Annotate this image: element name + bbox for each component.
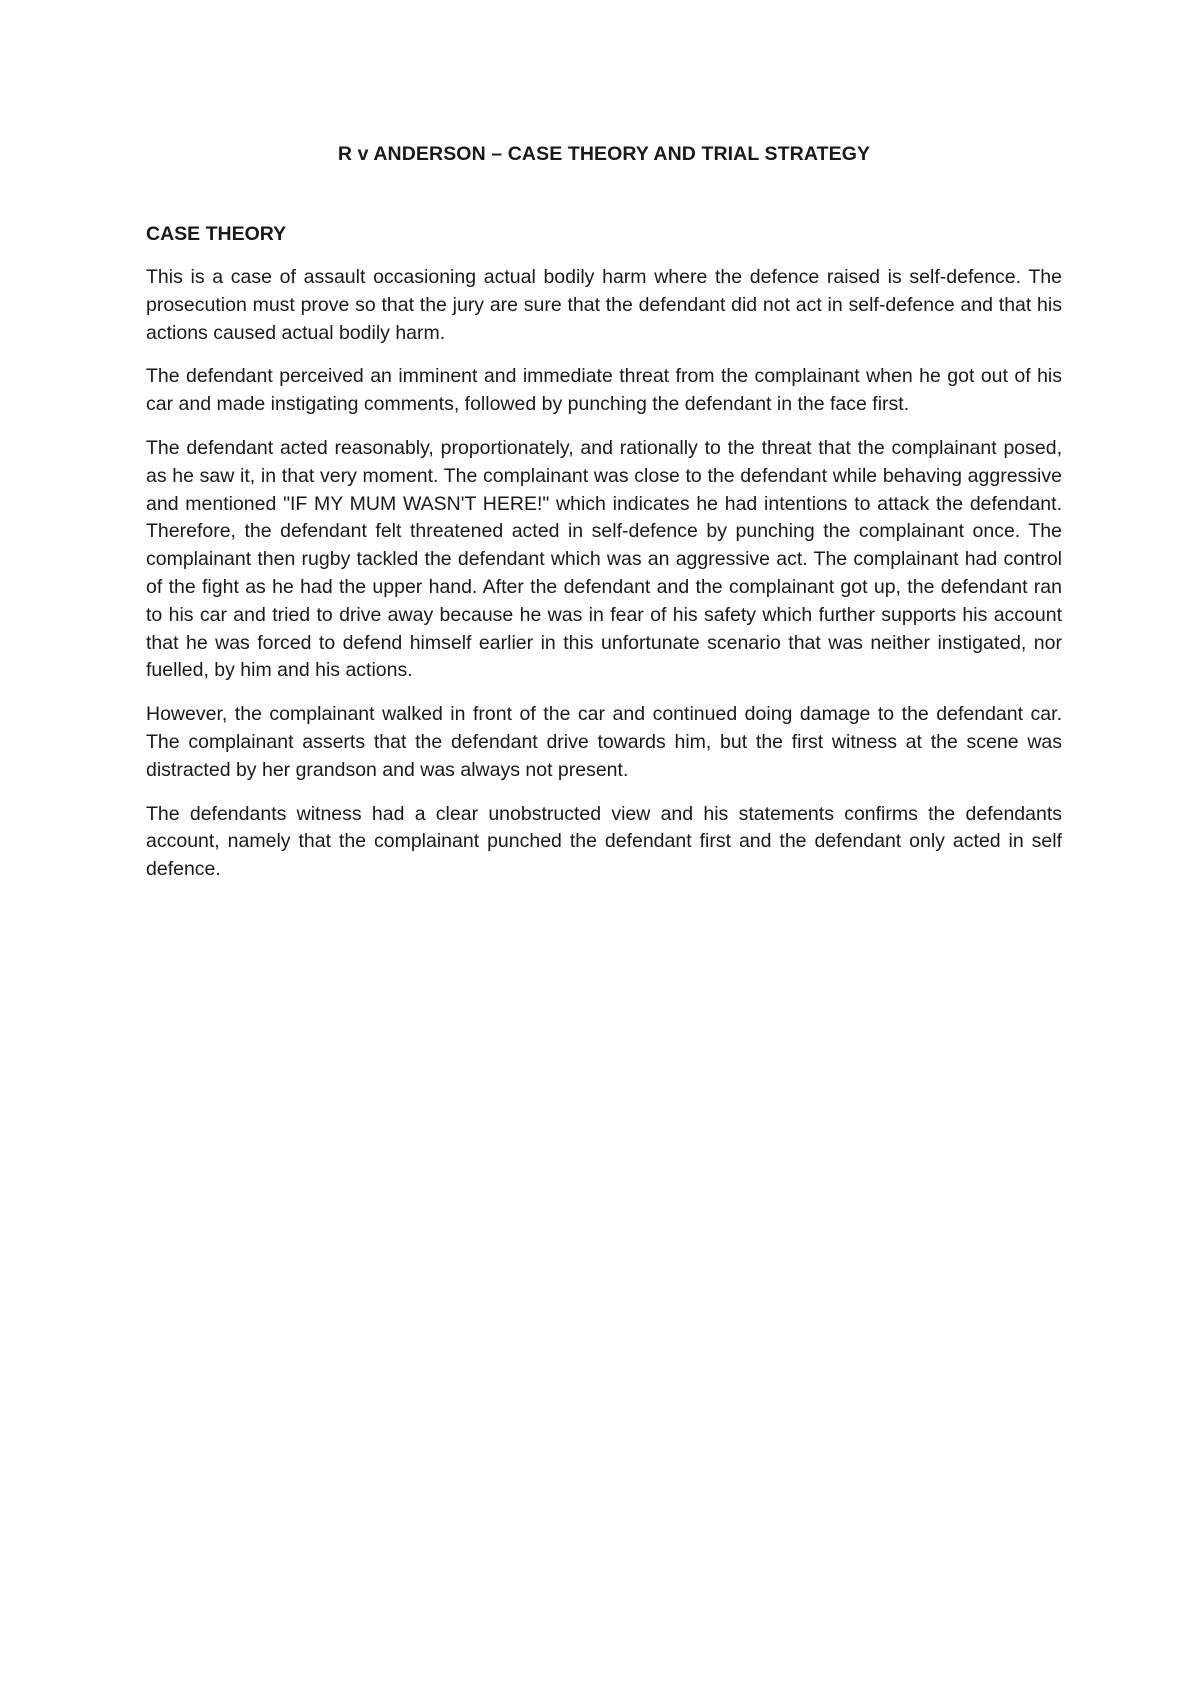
- section-heading-case-theory: CASE THEORY: [146, 223, 287, 245]
- paragraph-2: The defendant perceived an imminent and immediate threat from the complainant when he got out of his car and made instigating comments, followed by punching the defendant in the face first.: [146, 365, 1062, 416]
- paragraph-1: This is a case of assault occasioning actual bodily harm where the defence raised is self-defence. The prosecution must prove so that the jury are sure that the defendant did not act in self-defence and that his actions caused actual bodily harm.: [146, 266, 1062, 344]
- document-body: [146, 140, 1062, 900]
- paragraph-5: The defendants witness had a clear unobstructed view and his statements confirms the defendants account, namely that the complainant punched the defendant first and the defendant only acted in self defence.: [146, 802, 1062, 881]
- document-title: R v ANDERSON – CASE THEORY AND TRIAL STRATEGY: [337, 143, 871, 165]
- paragraph-4: However, the complainant walked in front of the car and continued doing damage to the defendant car. The complainant asserts that the defendant drive towards him, but the first witness at the scene was distracted by her grandson and was always not present.: [146, 703, 1062, 781]
- paragraph-3: The defendant acted reasonably, proportionately, and rationally to the threat that the complainant posed, as he saw it, in that very moment. The complainant was close to the defendant while behaving aggressive and mentioned "IF MY MUM WASN'T HERE!" which indicates he had intentions to attack the defendant. Therefore, the defendant felt threatened acted in self-defence by punching the complainant once. The complainant then rugby tackled the defendant which was an aggressive act. The complainant had control of the fight as he had the upper hand. After the defendant and the complainant got up, the defendant ran to his car and tried to drive away because he was in fear of his safety which further supports his account that he was forced to defend himself earlier in this unfortunate scenario that was neither instigated, nor fuelled, by him and his actions.: [146, 436, 1062, 682]
